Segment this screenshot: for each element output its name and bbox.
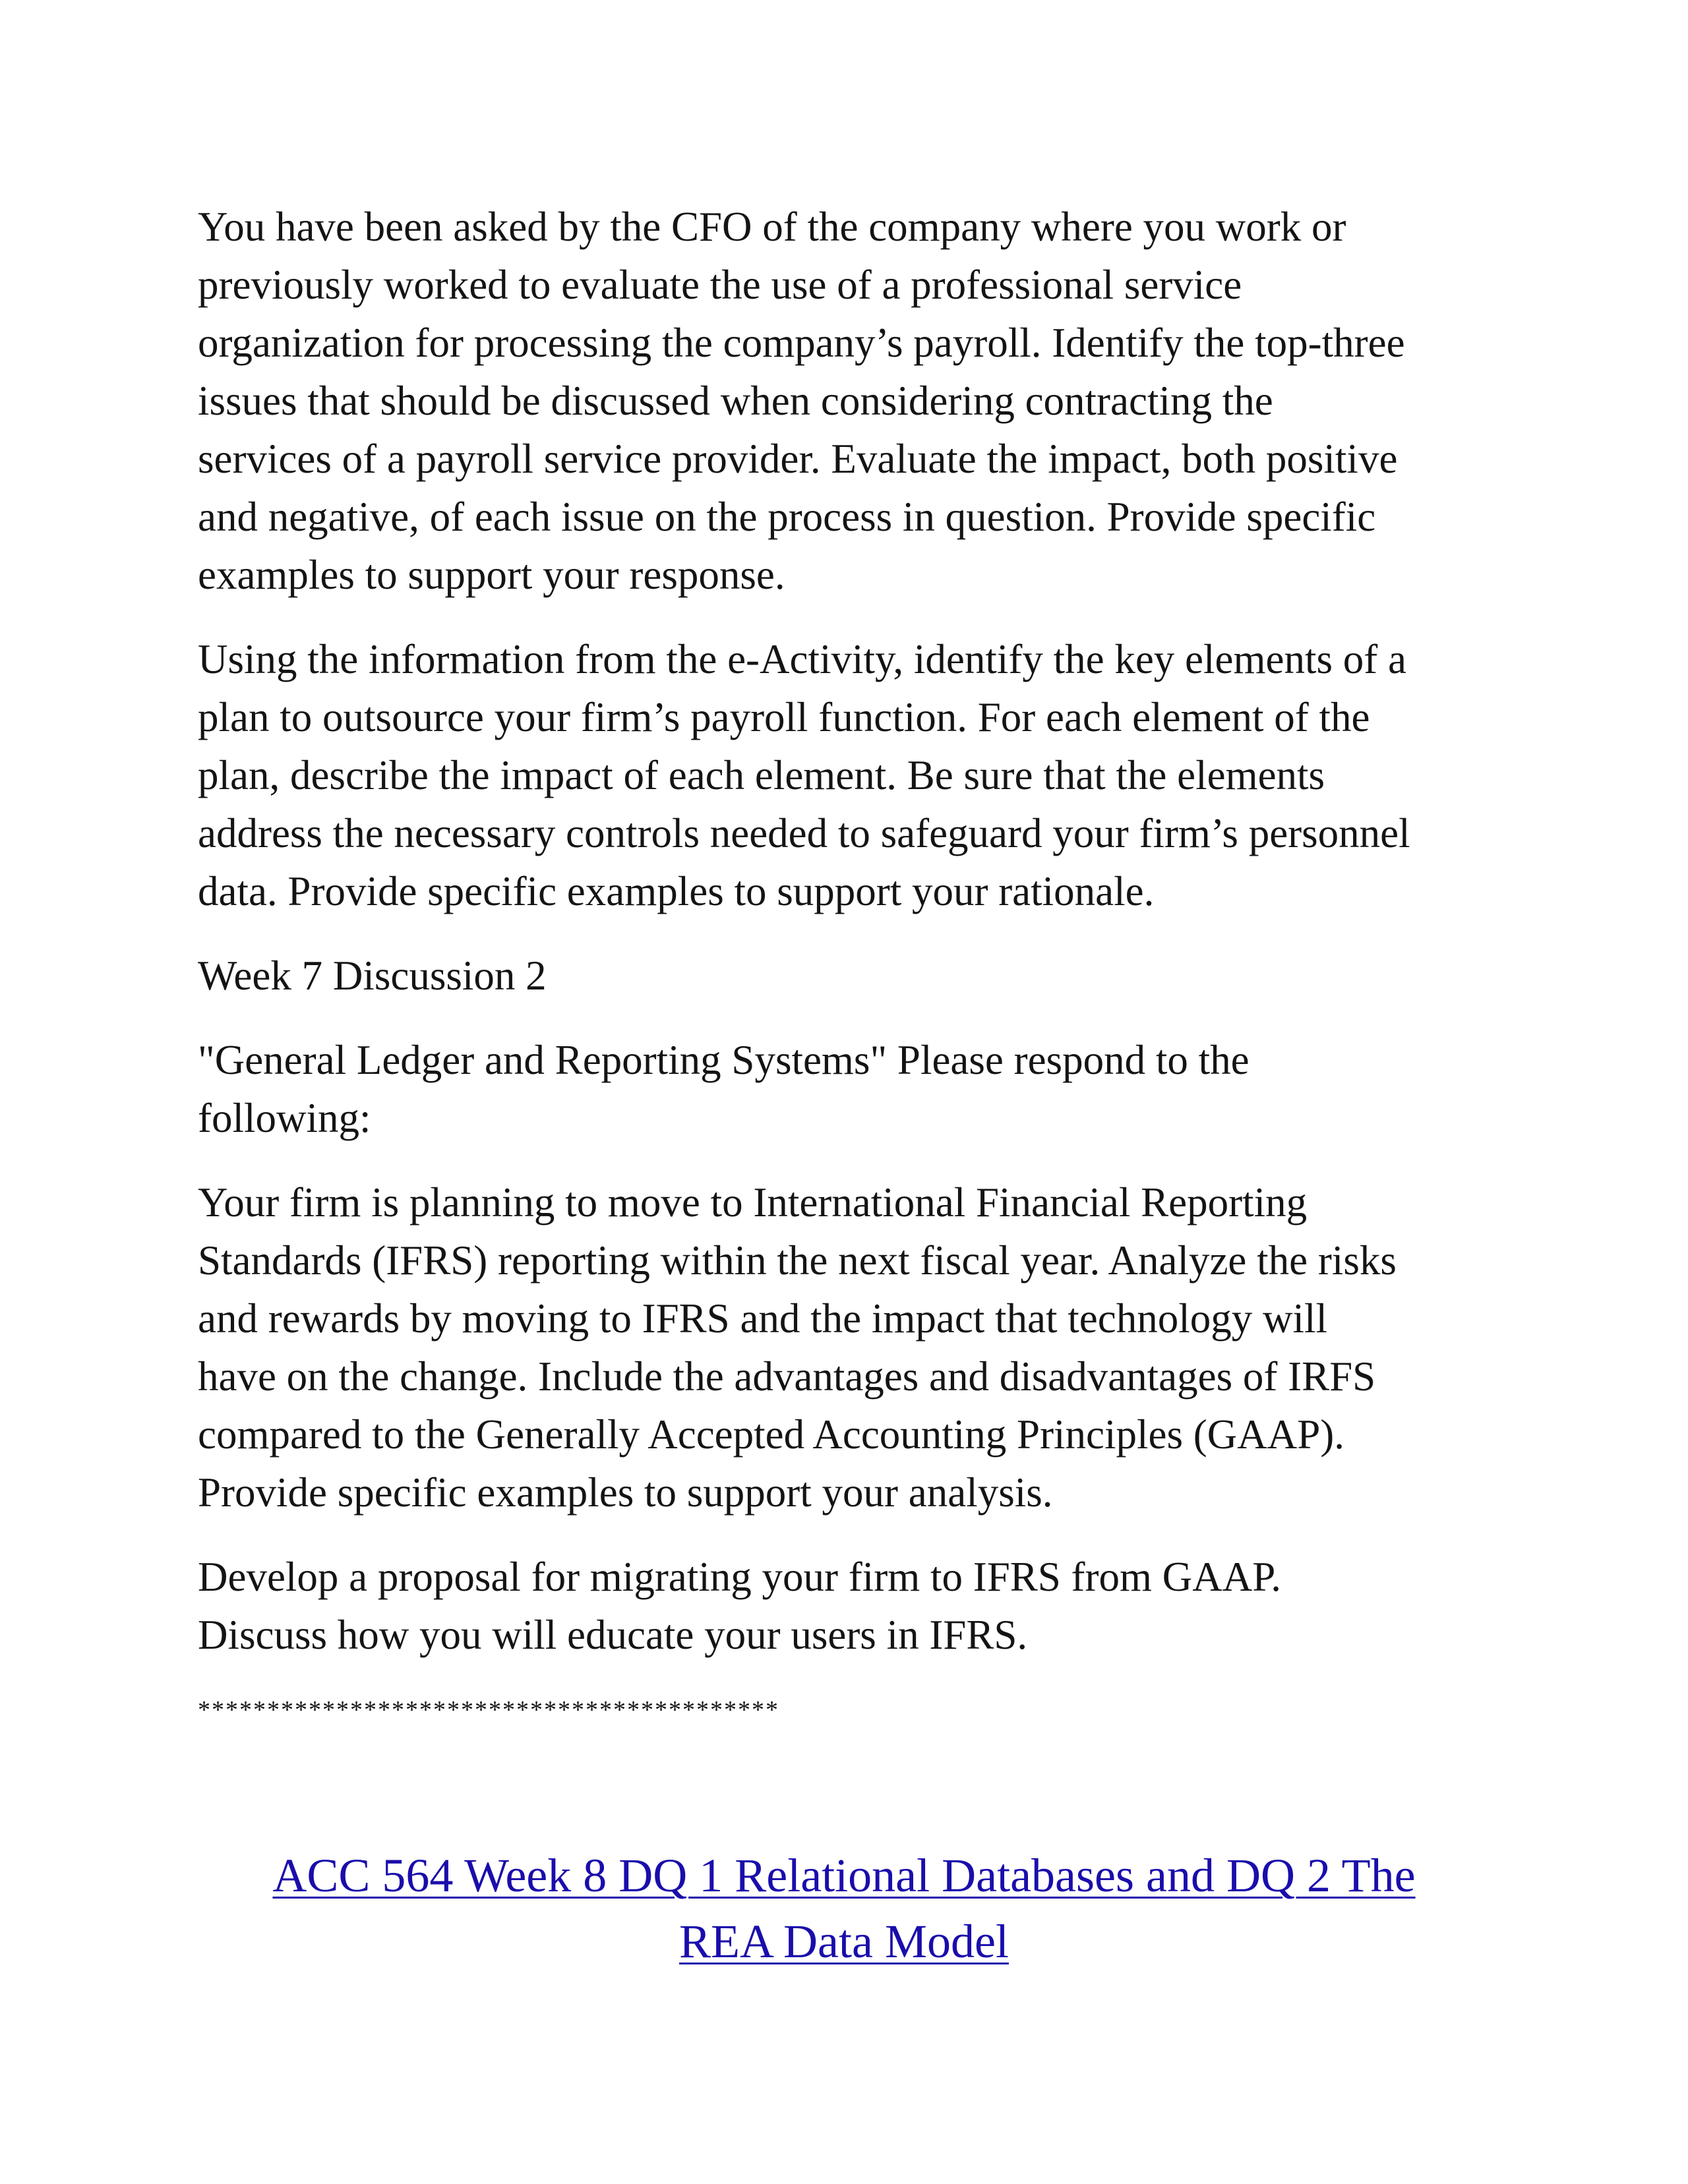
question-ifrs-risks: Your firm is planning to move to International Financial Reporting Standards (IFRS) reporting within the next fiscal year. Analyze the risks and rewards by moving to IFRS and the impact that technology will have on the change. Include the advantages and disadvantages of IRFS compared to the Generally Accepted Accounting Principles (GAAP). Provide specific examples to support your analysis.: [198, 1179, 1397, 1516]
next-lesson-link[interactable]: ACC 564 Week 8 DQ 1 Relational Databases and DQ 2 The REA Data Model: [272, 1849, 1416, 1968]
document-body: [198, 198, 1490, 1730]
question-ifrs-proposal: Develop a proposal for migrating your firm to IFRS from GAAP. Discuss how you will educate your users in IFRS.: [198, 1554, 1282, 1658]
paragraph-outsource-plan: Using the information from the e-Activity, identify the key elements of a plan to outsource your firm’s payroll function. For each element of the plan, describe the impact of each element. Be sure that the elements address the necessary controls needed to safeguard your firm’s personnel data. Provide specific examples to support your rationale.: [198, 636, 1410, 914]
next-link-container: [198, 1843, 1490, 1974]
prompt-intro: "General Ledger and Reporting Systems" Please respond to the following:: [198, 1037, 1250, 1141]
separator-line: ******************************************: [198, 1696, 779, 1724]
paragraph-payroll-evaluation: You have been asked by the CFO of the company where you work or previously worked to evaluate the use of a professional service organization for processing the company’s payroll. Identify the top-three issues that should be discussed when considering contracting the services of a payroll service provider. Evaluate the impact, both positive and negative, of each issue on the process in question. Provide specific examples to support your response.: [198, 204, 1405, 598]
section-heading: Week 7 Discussion 2: [198, 953, 547, 999]
